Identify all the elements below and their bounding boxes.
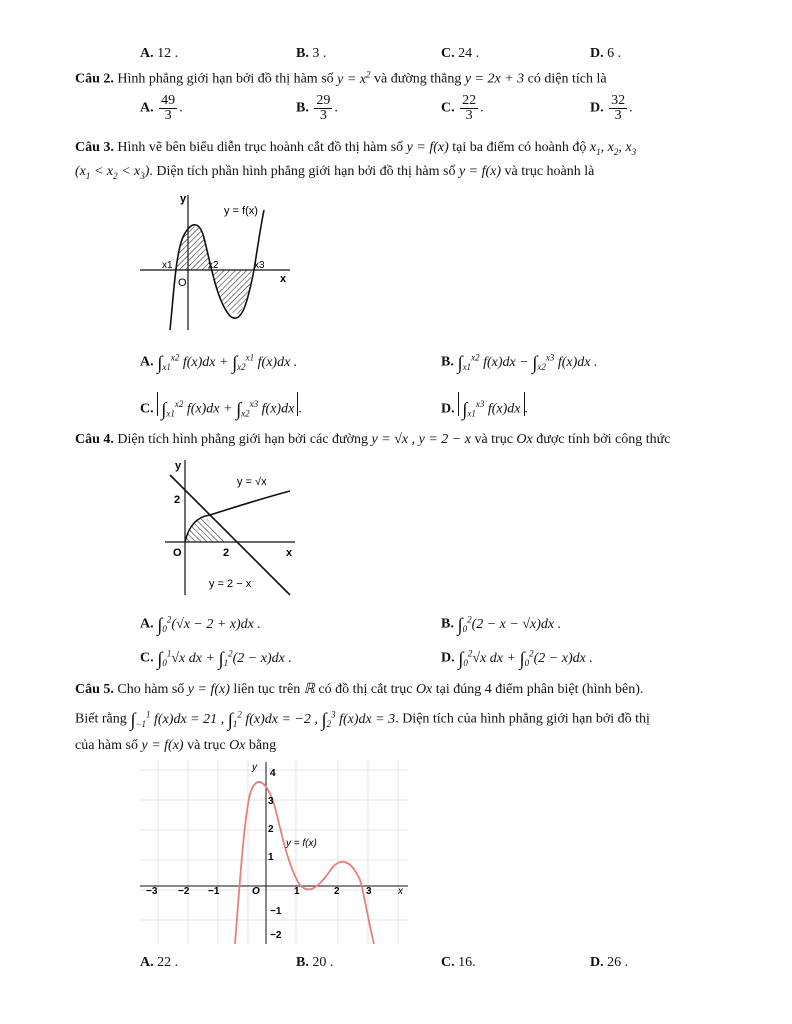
option-letter: D.	[441, 401, 455, 417]
q3-graph	[140, 190, 300, 332]
y-tick: −1	[270, 906, 282, 917]
y-tick: 3	[268, 796, 274, 807]
option-letter: C.	[441, 46, 455, 61]
denominator: 3	[164, 108, 172, 123]
question-text: được tính bởi công thức	[536, 432, 671, 447]
shaded-region	[185, 519, 227, 542]
option-value: 26	[607, 955, 622, 970]
x-tick: 2	[334, 886, 340, 897]
x-tick: −1	[208, 886, 220, 897]
option-letter: B.	[441, 354, 454, 370]
q1-option-a[interactable]: A. 12 .	[140, 46, 179, 61]
question-label: Câu 4.	[75, 432, 114, 447]
q1-option-c[interactable]: C. 24 .	[441, 46, 480, 61]
question-text: Hình phẳng giới hạn bởi đồ thị hàm số	[117, 71, 334, 87]
option-letter: B.	[296, 955, 309, 970]
option-value: 3	[312, 46, 320, 61]
question-text: và trục hoành là	[504, 164, 595, 179]
option-letter: D.	[441, 650, 455, 666]
q4-question: Câu 4. Diện tích hình phẳng giới hạn bởi các đường y = √x , y = 2 − x và trục Ox được tính bởi công thức	[75, 432, 671, 447]
y-tick: −2	[270, 930, 282, 941]
option-value: 20	[312, 955, 327, 970]
option-letter: D.	[590, 46, 604, 61]
y-tick: 1	[268, 852, 274, 863]
x-tick: −2	[178, 886, 190, 897]
option-letter: A.	[140, 955, 154, 970]
q5-option-c[interactable]: C. 16.	[441, 955, 476, 970]
q4-option-a[interactable]: A. $\int_0^2(√x - 2 + x)dx$ .	[140, 614, 261, 636]
option-letter: A.	[140, 616, 154, 632]
q2-option-c[interactable]: C. $\frac{22}{3}$ .	[441, 93, 484, 123]
x-axis-label: x	[286, 547, 293, 559]
origin-label: O	[173, 547, 182, 559]
x-tick-2: 2	[223, 547, 230, 559]
q4-option-b[interactable]: B. $\int_0^2(2 - x - √x)dx$ .	[441, 614, 562, 636]
option-letter: A.	[140, 46, 154, 61]
option-letter: C.	[441, 100, 455, 116]
option-value: 12	[157, 46, 172, 61]
option-letter: C.	[140, 401, 154, 417]
x-tick: 3	[366, 886, 372, 897]
q4-option-d[interactable]: D. $\int_0^2√x$ dx + $\int_0^2(2 - x)dx$ .	[441, 648, 593, 670]
curve-label: y = f(x)	[286, 838, 317, 849]
option-letter: A.	[140, 100, 154, 116]
question-text: bằng	[248, 738, 277, 753]
q2-option-b[interactable]: B. $\frac{29}{3}$ .	[296, 93, 338, 123]
numerator: 22	[462, 93, 477, 108]
q5-option-a[interactable]: A. 22 .	[140, 955, 179, 970]
option-letter: B.	[296, 46, 309, 61]
y-tick: 4	[270, 768, 276, 779]
question-text: và trục	[187, 738, 226, 753]
q3-question-line1: Câu 3. Hình vẽ bên biểu diễn trục hoành cắt đồ thị hàm số y = f(x) tại ba điểm có hoành độ $x_1$, $x_2$, $x_3$	[75, 140, 637, 157]
x3-label: x3	[254, 260, 265, 271]
question-text: và đường thẳng	[374, 71, 462, 87]
y-tick-2: 2	[174, 494, 181, 506]
origin-label: O	[178, 277, 187, 289]
question-text: và trục	[474, 432, 513, 447]
option-value: 16	[458, 955, 473, 970]
option-letter: A.	[140, 354, 154, 370]
y-axis-label: y	[252, 762, 257, 773]
x1-label: x1	[162, 260, 173, 271]
y-axis-label: y	[175, 460, 182, 472]
question-text: của hàm số	[75, 738, 138, 753]
sqrt-label: y = √x	[237, 476, 267, 488]
x2-label: x2	[208, 260, 219, 271]
question-text: Cho hàm số	[117, 682, 185, 697]
line-label: y = 2 − x	[209, 578, 252, 590]
x-tick: −3	[146, 886, 158, 897]
q4-option-c[interactable]: C. $\int_0^1√x$ dx + $\int_1^2(2 - x)dx$ .	[140, 648, 292, 670]
q5-option-b[interactable]: B. 20 .	[296, 955, 334, 970]
q3-option-a[interactable]: A. $\int_{x1}^{x2}$ $f(x)dx + \int_{x2}^{x1}$ f(x)dx .	[140, 352, 298, 374]
option-value: 24	[458, 46, 473, 61]
question-text: Hình vẽ bên biểu diễn trục hoành cắt đồ thị hàm số	[117, 140, 404, 155]
question-text: tại ba điểm có hoành độ	[452, 140, 587, 155]
option-letter: D.	[590, 100, 604, 116]
option-letter: B.	[441, 616, 454, 632]
question-text: . Diện tích của hình phẳng giới hạn bởi đồ thị	[395, 711, 650, 727]
question-text: có đồ thị cắt trục	[318, 682, 413, 697]
question-text: . Diện tích phần hình phẳng giới hạn bởi đồ thị hàm số	[149, 164, 456, 179]
q2-option-a[interactable]: A. $\frac{49}{3}$ .	[140, 93, 183, 123]
option-value: 22	[157, 955, 172, 970]
x-axis-label: x	[280, 273, 287, 285]
x-tick: 1	[294, 886, 300, 897]
q2-option-d[interactable]: D. $\frac{32}{3}$ .	[590, 93, 633, 123]
q3-option-b[interactable]: B. $\int_{x1}^{x2}$ $f(x)dx - \int_{x2}^{x3}$ f(x)dx .	[441, 352, 598, 374]
y-tick: 2	[268, 824, 274, 835]
denominator: 3	[319, 108, 327, 123]
q4-graph	[165, 455, 305, 597]
question-text: tại đúng 4 điểm phân biệt (hình bên).	[435, 682, 644, 697]
q5-question-line3: của hàm số y = f(x) và trục Ox bằng	[75, 738, 277, 753]
question-text: Diện tích hình phẳng giới hạn bởi các đường	[117, 432, 369, 447]
option-letter: C.	[140, 650, 154, 666]
question-label: Câu 3.	[75, 140, 114, 155]
question-text: liên tục trên	[233, 682, 301, 697]
question-text: có diện tích là	[527, 71, 607, 87]
q3-option-c[interactable]: C. $\int_{x1}^{x2}$ $f(x)dx + \int_{x2}^{x3}$ f(x)dx .	[140, 392, 302, 418]
question-label: Câu 2.	[75, 71, 114, 87]
q5-option-d[interactable]: D. 26 .	[590, 955, 629, 970]
origin-label: O	[252, 886, 260, 897]
curve-label: y = f(x)	[224, 205, 258, 217]
x-axis-label: x	[398, 886, 403, 897]
y-axis-label: y	[180, 193, 187, 205]
option-letter: B.	[296, 100, 309, 116]
option-letter: C.	[441, 955, 455, 970]
q3-option-d[interactable]: D. $\int_{x1}^{x3}$ f(x)dx .	[441, 392, 528, 418]
numerator: 29	[316, 93, 331, 108]
q5-question-line1: Câu 5. Cho hàm số y = f(x) liên tục trên ℝ có đồ thị cắt trục Ox tại đúng 4 điểm phân biệt (hình bên).	[75, 682, 644, 697]
numerator: 32	[611, 93, 626, 108]
numerator: 49	[161, 93, 176, 108]
q3-question-line2: $(x_1 < x_2 < x_3)$. Diện tích phần hình phẳng giới hạn bởi đồ thị hàm số y = f(x) và trục hoành là	[75, 164, 595, 181]
q1-option-b[interactable]: B. 3 .	[296, 46, 327, 61]
question-text: Biết rằng	[75, 711, 127, 727]
q5-graph	[140, 760, 410, 944]
denominator: 3	[614, 108, 622, 123]
denominator: 3	[465, 108, 473, 123]
q2-question: Câu 2. Hình phẳng giới hạn bởi đồ thị hàm số $y = x^2$ và đường thẳng y = 2x + 3 có diện tích là	[75, 69, 607, 87]
q5-question-line2: Biết rằng $\int_{-1}^1$ f(x)dx = 21 , $\int_1^2$ f(x)dx = −2 , $\int_2^3$ f(x)dx = 3. Diện tích của hình phẳng giới hạn bởi đồ thị	[75, 709, 650, 731]
option-letter: D.	[590, 955, 604, 970]
q1-option-d[interactable]: D. 6 .	[590, 46, 622, 61]
option-value: 6	[607, 46, 615, 61]
question-label: Câu 5.	[75, 682, 114, 697]
